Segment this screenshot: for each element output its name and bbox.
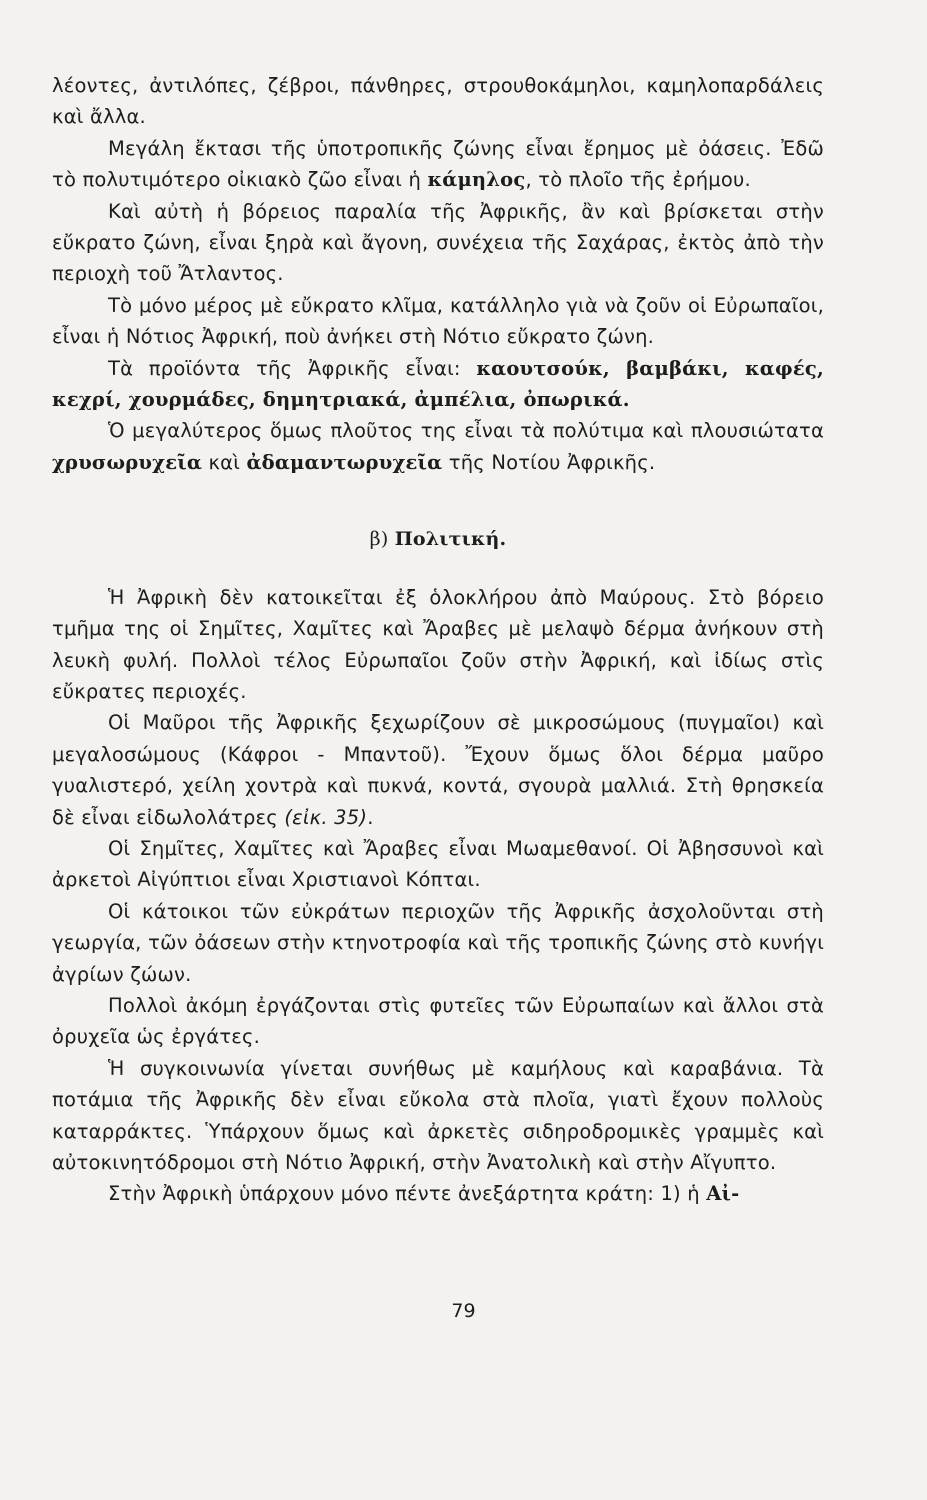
text-run: Καὶ αὐτὴ ἡ βόρειος παραλία τῆς Ἀφρικῆς, ἂν καὶ βρίσκεται στὴν εὔκρατο ζώνη, εἶναι ξηρὰ καὶ ἄγονη, συνέχεια τῆς Σαχάρας, ἐκτὸς ἀπὸ τὴν περιοχὴ τοῦ Ἄτλαντος.	[52, 199, 824, 286]
section-heading	[52, 524, 824, 555]
top-section	[52, 70, 824, 478]
text-run: Τὰ προϊόντα τῆς Ἀφρικῆς εἶναι:	[108, 356, 477, 380]
paragraph	[52, 833, 824, 896]
text-run: λέοντες, ἀντιλόπες, ζέβροι, πάνθηρες, στρουθοκάμηλοι, καμηλοπαρδάλεις καὶ ἄλλα.	[52, 74, 824, 129]
paragraph	[52, 990, 824, 1053]
text-run: τῆς Νοτίου Ἀφρικῆς.	[442, 450, 656, 474]
page-body	[52, 70, 824, 1210]
text-run: Ἡ συγκοινωνία γίνεται συνήθως μὲ καμήλους καὶ καραβάνια. Τὰ ποτάμια τῆς Ἀφρικῆς δὲν εἶναι εὔκολα στὰ πλοῖα, γιατὶ ἔχουν πολλοὺς καταρράκτες. Ὑπάρχουν ὅμως καὶ ἀρκετὲς σιδηροδρομικὲς γραμμὲς καὶ αὐτοκινητόδρομοι στὴ Νότιο Ἀφρική, στὴν Ἀνατολικὴ καὶ στὴν Αἴγυπτο.	[52, 1056, 824, 1174]
bold-term: χρυσωρυχεῖα	[52, 450, 203, 474]
text-run: Ἡ Ἀφρικὴ δὲν κατοικεῖται ἐξ ὁλοκλήρου ἀπὸ Μαύρους. Στὸ βόρειο τμῆμα της οἱ Σημῖτες, Χαμῖτες καὶ Ἄραβες μὲ μελαψὸ δέρμα ἀνήκουν στὴ λευκὴ φυλή. Πολλοὶ τέλος Εὐρωπαῖοι ζοῦν στὴν Ἀφρική, καὶ ἰδίως στὶς εὔκρατες περιοχές.	[52, 585, 824, 703]
paragraph	[52, 353, 824, 416]
bold-term: ἀδαμαντωρυχεῖα	[246, 450, 443, 474]
paragraph	[52, 707, 824, 833]
text-run: Οἱ Σημῖτες, Χαμῖτες καὶ Ἄραβες εἶναι Μωαμεθανοί. Οἱ Ἀβησσυνοὶ καὶ ἀρκετοὶ Αἰγύπτιοι εἶναι Χριστιανοὶ Κόπται.	[52, 836, 824, 892]
heading-prefix: β)	[369, 528, 389, 551]
text-run: .	[367, 805, 374, 829]
text-run: Μεγάλη ἔκτασι τῆς ὑποτροπικῆς ζώνης εἶναι ἔρημος μὲ ὀάσεις. Ἐδῶ τὸ πολυτιμότερο οἰκιακὸ ζῶο εἶναι ἡ	[52, 136, 824, 192]
bold-term: κάμηλος	[427, 168, 526, 192]
figure-reference: (εἰκ. 35)	[284, 805, 368, 829]
text-run: Οἱ κάτοικοι τῶν εὐκράτων περιοχῶν τῆς Ἀφρικῆς ἀσχολοῦνται στὴ γεωργία, τῶν ὀάσεων στὴν κτηνοτροφία καὶ τῆς τροπικῆς ζώνης στὸ κυνήγι ἀγρίων ζώων.	[52, 899, 824, 986]
text-run: καὶ	[202, 450, 247, 474]
text-run: , τὸ πλοῖο τῆς ἐρήμου.	[525, 168, 751, 192]
paragraph	[52, 582, 824, 708]
bold-term: καουτσούκ, βαμβάκι, καφές, κεχρί, χουρμάδες, δημητριακά, ἀμπέλια, ὀπωρικά.	[52, 356, 824, 412]
page-number: 79	[451, 1300, 476, 1322]
text-run: Στὴν Ἀφρικὴ ὑπάρχουν μόνο πέντε ἀνεξάρτητα κράτη: 1) ἡ	[108, 1182, 707, 1206]
bottom-section	[52, 582, 824, 1210]
paragraph	[52, 1178, 824, 1209]
paragraph	[52, 896, 824, 990]
text-run: Ὁ μεγαλύτερος ὅμως πλοῦτος της εἶναι τὰ πολύτιμα καὶ πλουσιώτατα	[108, 419, 824, 443]
paragraph	[52, 290, 824, 353]
paragraph	[52, 70, 824, 133]
bold-term: Αἰ-	[706, 1182, 740, 1206]
text-run: Τὸ μόνο μέρος μὲ εὔκρατο κλῖμα, κατάλληλο γιὰ νὰ ζοῦν οἱ Εὐρωπαῖοι, εἶναι ἡ Νότιος Ἀφρική, ποὺ ἀνήκει στὴ Νότιο εὔκρατο ζώνη.	[52, 293, 824, 349]
heading-title: Πολιτική.	[394, 528, 507, 551]
paragraph	[52, 415, 824, 478]
text-run: Οἱ Μαῦροι τῆς Ἀφρικῆς ξεχωρίζουν σὲ μικροσώμους (πυγμαῖοι) καὶ μεγαλοσώμους (Κάφροι - Μπαντοῦ). Ἔχουν ὅμως ὅλοι δέρμα μαῦρο γυαλιστερό, χείλη χοντρὰ καὶ πυκνά, κοντά, σγουρὰ μαλλιά. Στὴ θρησκεία δὲ εἶναι εἰδωλολάτρες	[52, 711, 824, 829]
paragraph	[52, 196, 824, 290]
paragraph	[52, 133, 824, 196]
text-run: Πολλοὶ ἀκόμη ἐργάζονται στὶς φυτεῖες τῶν Εὐρωπαίων καὶ ἄλλοι στὰ ὀρυχεῖα ὡς ἐργάτες.	[52, 993, 824, 1049]
paragraph	[52, 1053, 824, 1179]
